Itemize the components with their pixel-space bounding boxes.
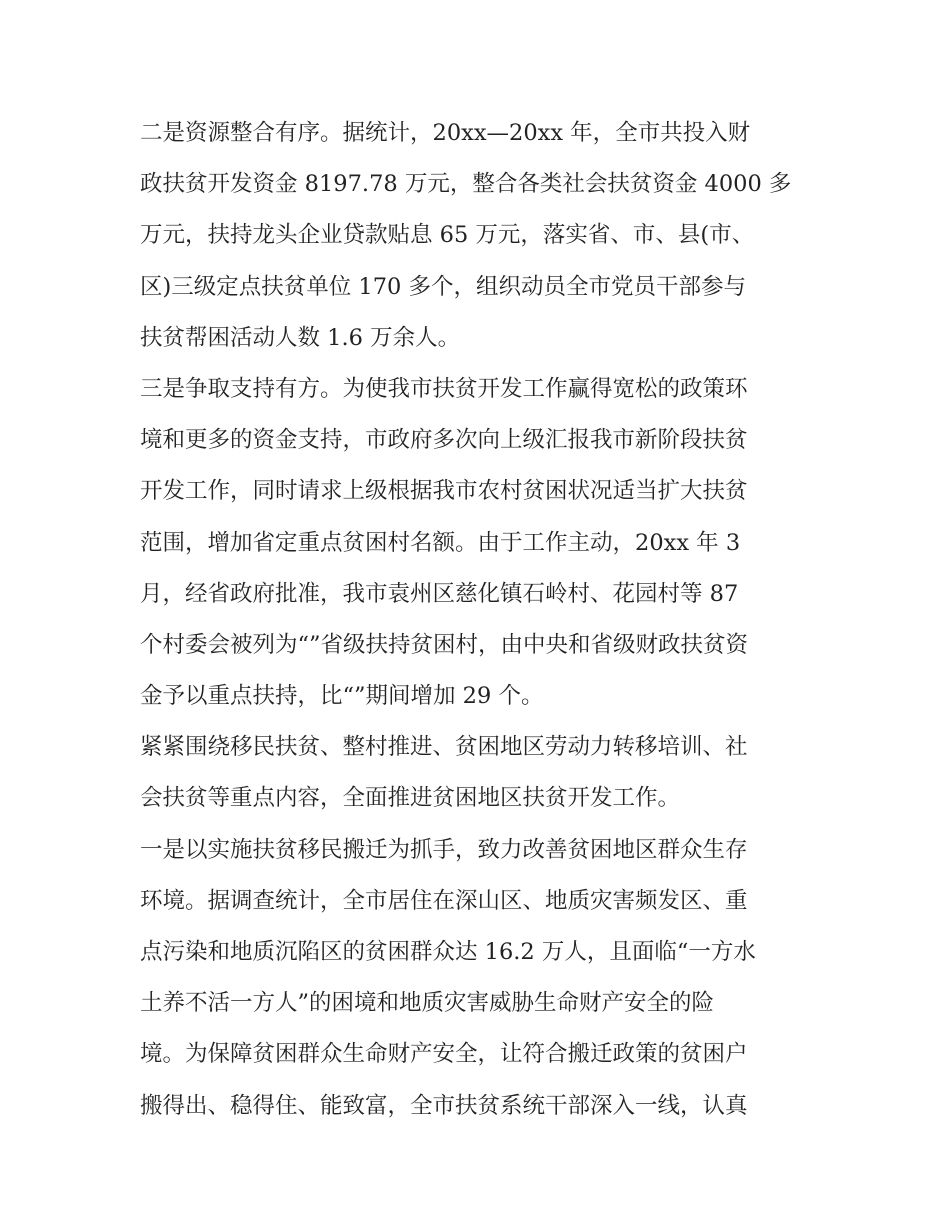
text-line: 环境。据调查统计，全市居住在深山区、地质灾害频发区、重 — [140, 887, 748, 914]
text-line: 搬得出、稳得住、能致富，全市扶贫系统干部深入一线，认真 — [140, 1092, 748, 1119]
text-line: 政扶贫开发资金 8197.78 万元，整合各类社会扶贫资金 4000 多 — [140, 171, 792, 198]
text-line: 扶贫帮困活动人数 1.6 万余人。 — [140, 324, 461, 351]
text-line: 万元，扶持龙头企业贷款贴息 65 万元，落实省、市、县(市、 — [140, 222, 755, 249]
text-line: 点污染和地质沉陷区的贫困群众达 16.2 万人，且面临“一方水 — [140, 939, 756, 965]
text-line: 土养不活一方人”的困境和地质灾害威胁生命财产安全的险 — [140, 990, 715, 1017]
text-line: 开发工作，同时请求上级根据我市农村贫困状况适当扩大扶贫 — [140, 478, 748, 505]
text-line: 月，经省政府批准，我市袁州区慈化镇石岭村、花园村等 87 — [140, 580, 739, 607]
document-body — [140, 108, 820, 1132]
text-line: 个村委会被列为“”省级扶持贫困村，由中央和省级财政扶贫资 — [140, 631, 749, 658]
text-line: 一是以实施扶贫移民搬迁为抓手，致力改善贫困地区群众生存 — [140, 836, 748, 863]
text-line: 紧紧围绕移民扶贫、整村推进、贫困地区劳动力转移培训、社 — [140, 734, 748, 761]
text-line: 三是争取支持有方。为使我市扶贫开发工作赢得宽松的政策环 — [140, 375, 748, 402]
text-line: 区)三级定点扶贫单位 170 多个，组织动员全市党员干部参与 — [140, 273, 747, 300]
text-line: 二是资源整合有序。据统计，20xx—20xx 年，全市共投入财 — [140, 120, 751, 146]
text-line: 境和更多的资金支持，市政府多次向上级汇报我市新阶段扶贫 — [140, 427, 748, 454]
text-line: 会扶贫等重点内容，全面推进贫困地区扶贫开发工作。 — [140, 785, 681, 812]
text-line: 境。为保障贫困群众生命财产安全，让符合搬迁政策的贫困户 — [140, 1041, 748, 1068]
text-line: 金予以重点扶持，比“”期间增加 29 个。 — [140, 683, 544, 710]
text-line: 范围，增加省定重点贫困村名额。由于工作主动，20xx 年 3 — [140, 529, 741, 556]
